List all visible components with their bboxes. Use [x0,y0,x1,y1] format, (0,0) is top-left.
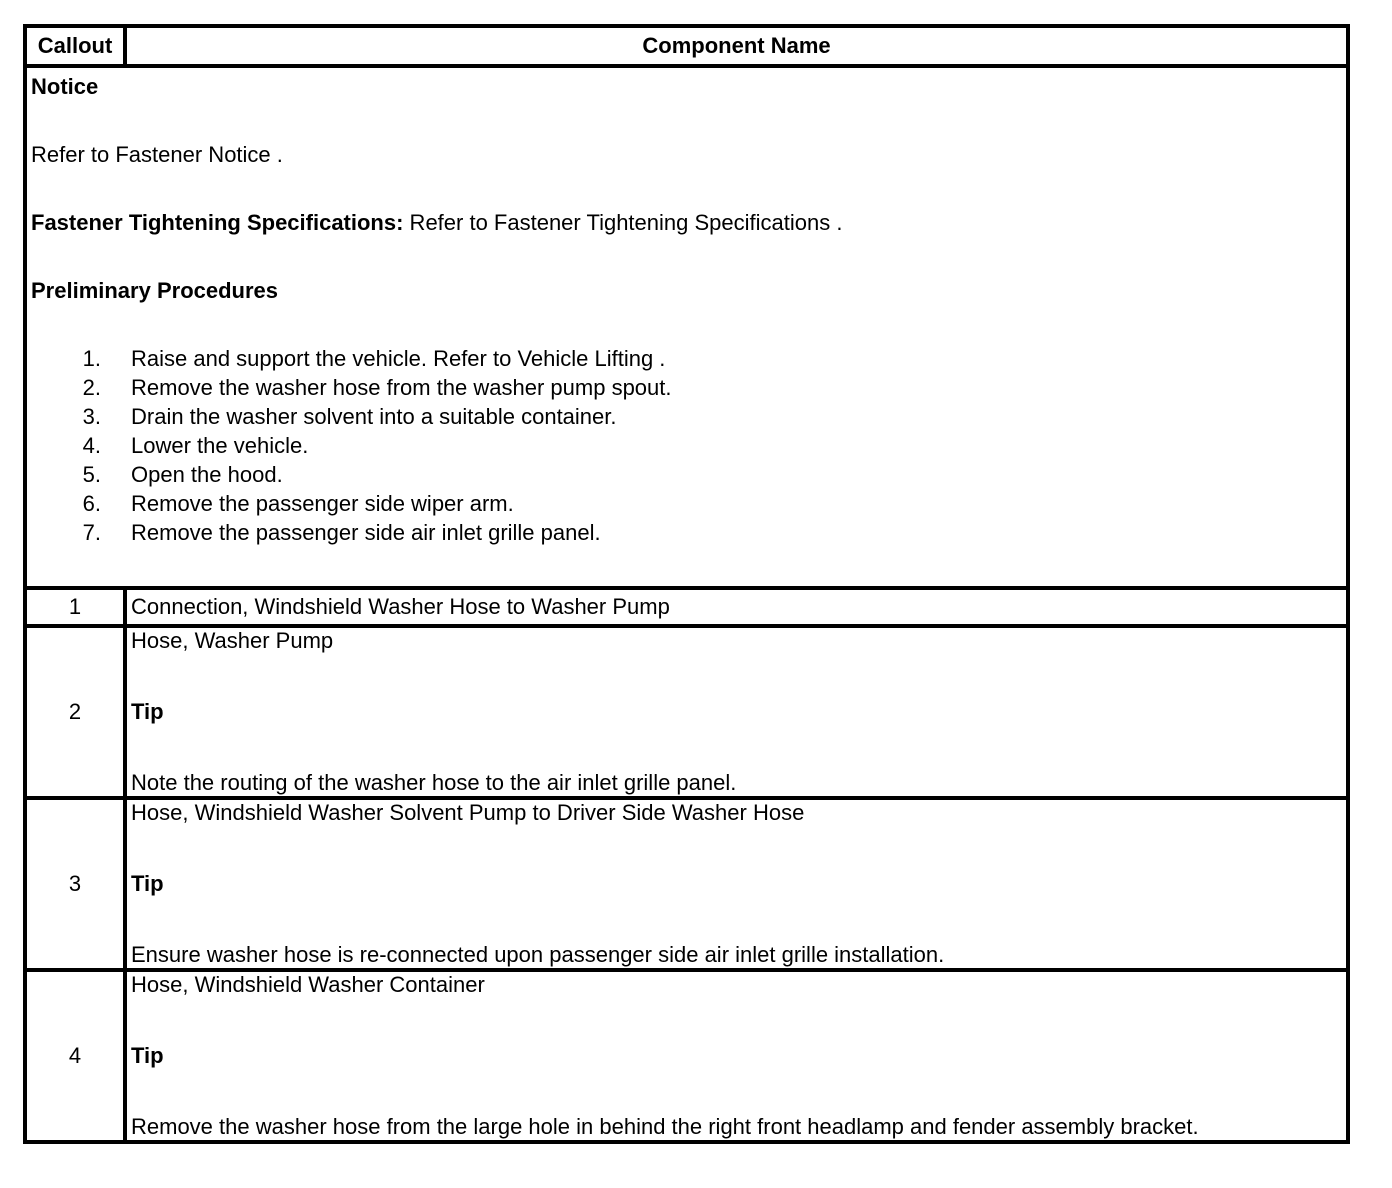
tip-text: Ensure washer hose is re-connected upon passenger side air inlet grille installation. [131,942,945,967]
table-row [25,798,1348,970]
notice-title: Notice [31,74,99,99]
tip-text: Note the routing of the washer hose to the air inlet grille panel. [131,770,737,795]
tip-text: Remove the washer hose from the large hole in behind the right front headlamp and fender assembly bracket. [131,1114,1199,1139]
table-row [25,626,1348,798]
component-name: Hose, Washer Pump [131,628,334,653]
step-number: 7. [82,520,101,545]
component-name: Hose, Windshield Washer Solvent Pump to Driver Side Washer Hose [131,800,805,825]
component-name: Connection, Windshield Washer Hose to Washer Pump [125,588,1348,626]
step-text: Lower the vehicle. [131,433,309,458]
table-row [25,970,1348,1142]
callout-number: 4 [25,970,125,1142]
step-number: 6. [82,491,101,516]
step-number: 5. [82,462,101,487]
tip-label: Tip [131,699,164,724]
step-number: 4. [82,433,101,458]
step-number: 1. [82,346,101,371]
notice-cell [25,66,1348,588]
step [31,433,1342,462]
step [31,375,1342,404]
step-text: Open the hood. [131,462,283,487]
callout-number: 1 [25,588,125,626]
step [31,404,1342,433]
notice-refer: Refer to Fastener Notice . [31,142,283,167]
prelim-title: Preliminary Procedures [31,278,279,303]
table-row [25,588,1348,626]
step-number: 3. [82,404,101,429]
step [31,462,1342,491]
spec-text: Refer to Fastener Tightening Specifications . [403,210,843,235]
step-text: Remove the passenger side air inlet grille panel. [131,520,601,545]
callout-number: 2 [25,626,125,798]
component-table [23,24,1350,1144]
component-cell [125,970,1348,1142]
spec-label: Fastener Tightening Specifications: [31,210,404,235]
step [31,491,1342,520]
callout-number: 3 [25,798,125,970]
step-text: Raise and support the vehicle. Refer to Vehicle Lifting . [131,346,666,371]
tip-label: Tip [131,1043,164,1068]
component-name-header: Component Name [125,26,1348,66]
component-cell [125,626,1348,798]
step-number: 2. [82,375,101,400]
component-name: Hose, Windshield Washer Container [131,972,485,997]
header-row [25,26,1348,66]
callout-header: Callout [25,26,125,66]
step-text: Remove the washer hose from the washer pump spout. [131,375,672,400]
tip-label: Tip [131,871,164,896]
step-text: Drain the washer solvent into a suitable container. [131,404,617,429]
notice-row [25,66,1348,588]
component-cell [125,798,1348,970]
step-text: Remove the passenger side wiper arm. [131,491,514,516]
prelim-steps [31,346,1342,549]
step [31,520,1342,549]
step [31,346,1342,375]
